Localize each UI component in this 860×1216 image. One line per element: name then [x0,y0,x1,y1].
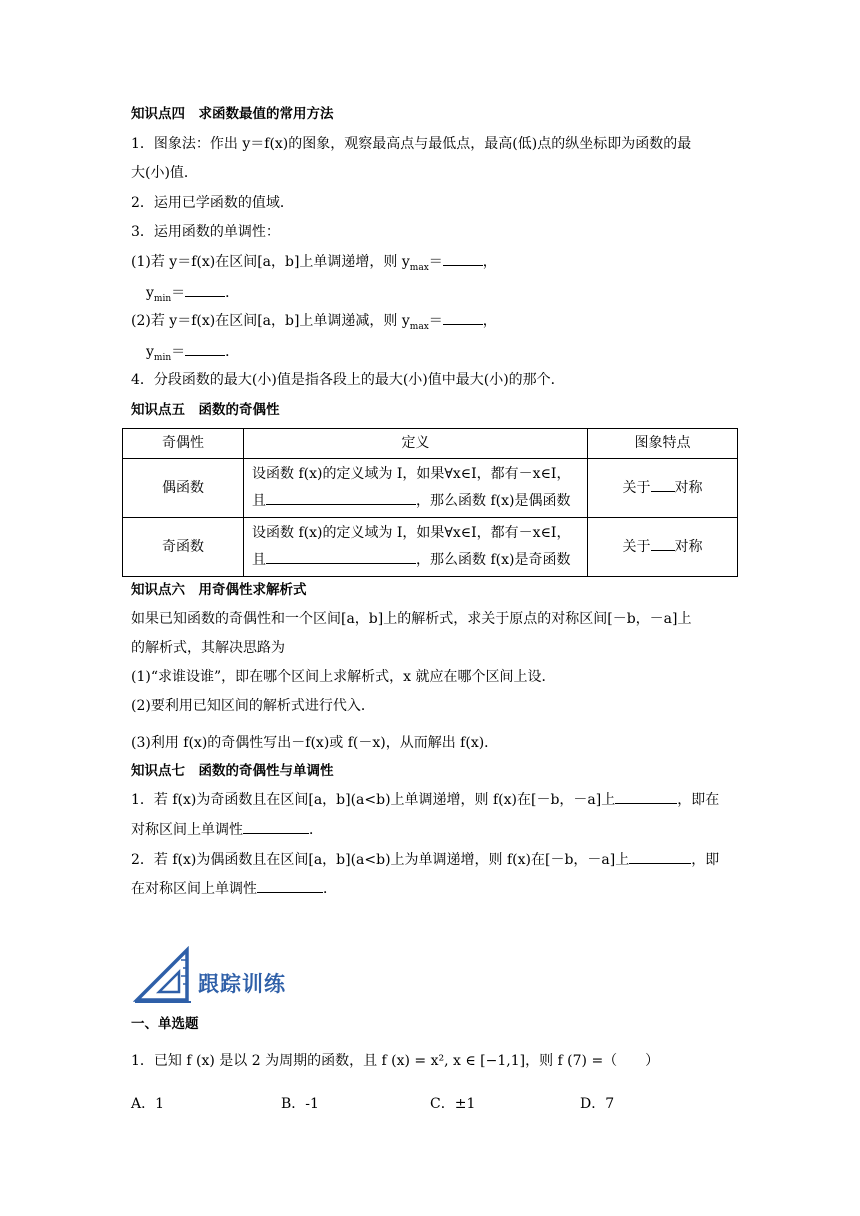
s4-line2: 2．运用已学函数的值域． [131,195,294,211]
table-header: 图象特点 [588,429,738,459]
section5-title: 知识点五 函数的奇偶性 [131,402,280,418]
training-logo-text: 跟踪训练 [198,972,286,996]
s6-line1: 如果已知函数的奇偶性和一个区间[a，b]上的解析式，求关于原点的对称区间[－b，－a]上 [131,611,692,627]
answer-blank[interactable] [243,820,309,834]
row-name: 奇函数 [123,518,244,577]
set-square-icon [133,946,195,1004]
s7-line1: 1．若 f(x)为奇函数且在区间[a，b](a<b)上单调递增，则 f(x)在[－b，－a]上 ，即在 [131,792,720,808]
answer-blank[interactable] [443,311,483,325]
option-a[interactable]: A．1 [131,1096,165,1112]
answer-blank[interactable] [651,478,675,492]
table-header-row [123,429,738,459]
s4-p1-max: (1)若 y＝f(x)在区间[a，b]上单调递增，则 $y_{max}=$ ， [131,254,497,273]
option-d[interactable]: D．7 [580,1096,615,1112]
s7-line3: 2．若 f(x)为偶函数且在区间[a，b](a<b)上为单调递增，则 f(x)在[－b，－a]上 ，即 [131,852,720,868]
s4-line1b: 大(小)值． [131,165,198,181]
section-single-choice: 一、单选题 [131,1016,199,1032]
answer-blank[interactable] [185,342,225,356]
s4-line3: 3．运用函数的单调性： [131,224,280,240]
row-definition: 设函数 f(x)的定义域为 I，如果∀x∈I，都有－x∈I， 且 ，那么函数 f(x)是偶函数 [244,459,588,518]
s4-p1-min: $y_{min}=$ ． [146,285,240,304]
row-feature: 关于 对称 [588,459,738,518]
answer-blank[interactable] [651,537,675,551]
table-header: 定义 [244,429,588,459]
answer-blank[interactable] [629,850,691,864]
s7-line4: 在对称区间上单调性 ． [131,881,337,897]
row-definition: 设函数 f(x)的定义域为 I，如果∀x∈I，都有－x∈I， 且 ，那么函数 f(x)是奇函数 [244,518,588,577]
option-c[interactable]: C．±1 [430,1096,476,1112]
section6-title: 知识点六 用奇偶性求解析式 [131,582,307,598]
s7-line2: 对称区间上单调性 ． [131,822,323,838]
parity-table [122,428,738,577]
section4-title: 知识点四 求函数最值的常用方法 [131,106,334,122]
s6-line2: 的解析式，其解决思路为 [131,640,285,656]
s4-line1a: 1．图象法：作出 y＝f(x)的图象，观察最高点与最低点，最高(低)点的纵坐标即为函数的最 [131,136,692,152]
answer-blank[interactable] [615,790,677,804]
answer-blank[interactable] [443,252,483,266]
table-row [123,459,738,518]
s6-line4: (2)要利用已知区间的解析式进行代入． [131,698,375,714]
s6-line5: (3)利用 f(x)的奇偶性写出－f(x)或 f(－x)，从而解出 f(x)． [131,735,499,751]
table-header: 奇偶性 [123,429,244,459]
answer-blank[interactable] [257,879,323,893]
s4-line4: 4．分段函数的最大(小)值是指各段上的最大(小)值中最大(小)的那个． [131,372,565,388]
section7-title: 知识点七 函数的奇偶性与单调性 [131,763,334,779]
option-b[interactable]: B．-1 [281,1096,319,1112]
table-row [123,518,738,577]
answer-blank[interactable] [185,283,225,297]
answer-blank[interactable] [266,550,416,564]
row-feature: 关于 对称 [588,518,738,577]
s4-p2-max: (2)若 y＝f(x)在区间[a，b]上单调递减，则 $y_{max}=$ ， [131,313,497,332]
s6-line3: (1)“求谁设谁”，即在哪个区间上求解析式，x 就应在哪个区间上设． [131,669,556,685]
answer-blank[interactable] [266,491,416,505]
question-1: 1．已知 f (x) 是以 2 为周期的函数，且 f (x) = x², x ∈ [−1,1]，则 f (7) =（ ） [131,1053,660,1069]
s4-p2-min: $y_{min}=$ ． [146,344,240,363]
row-name: 偶函数 [123,459,244,518]
